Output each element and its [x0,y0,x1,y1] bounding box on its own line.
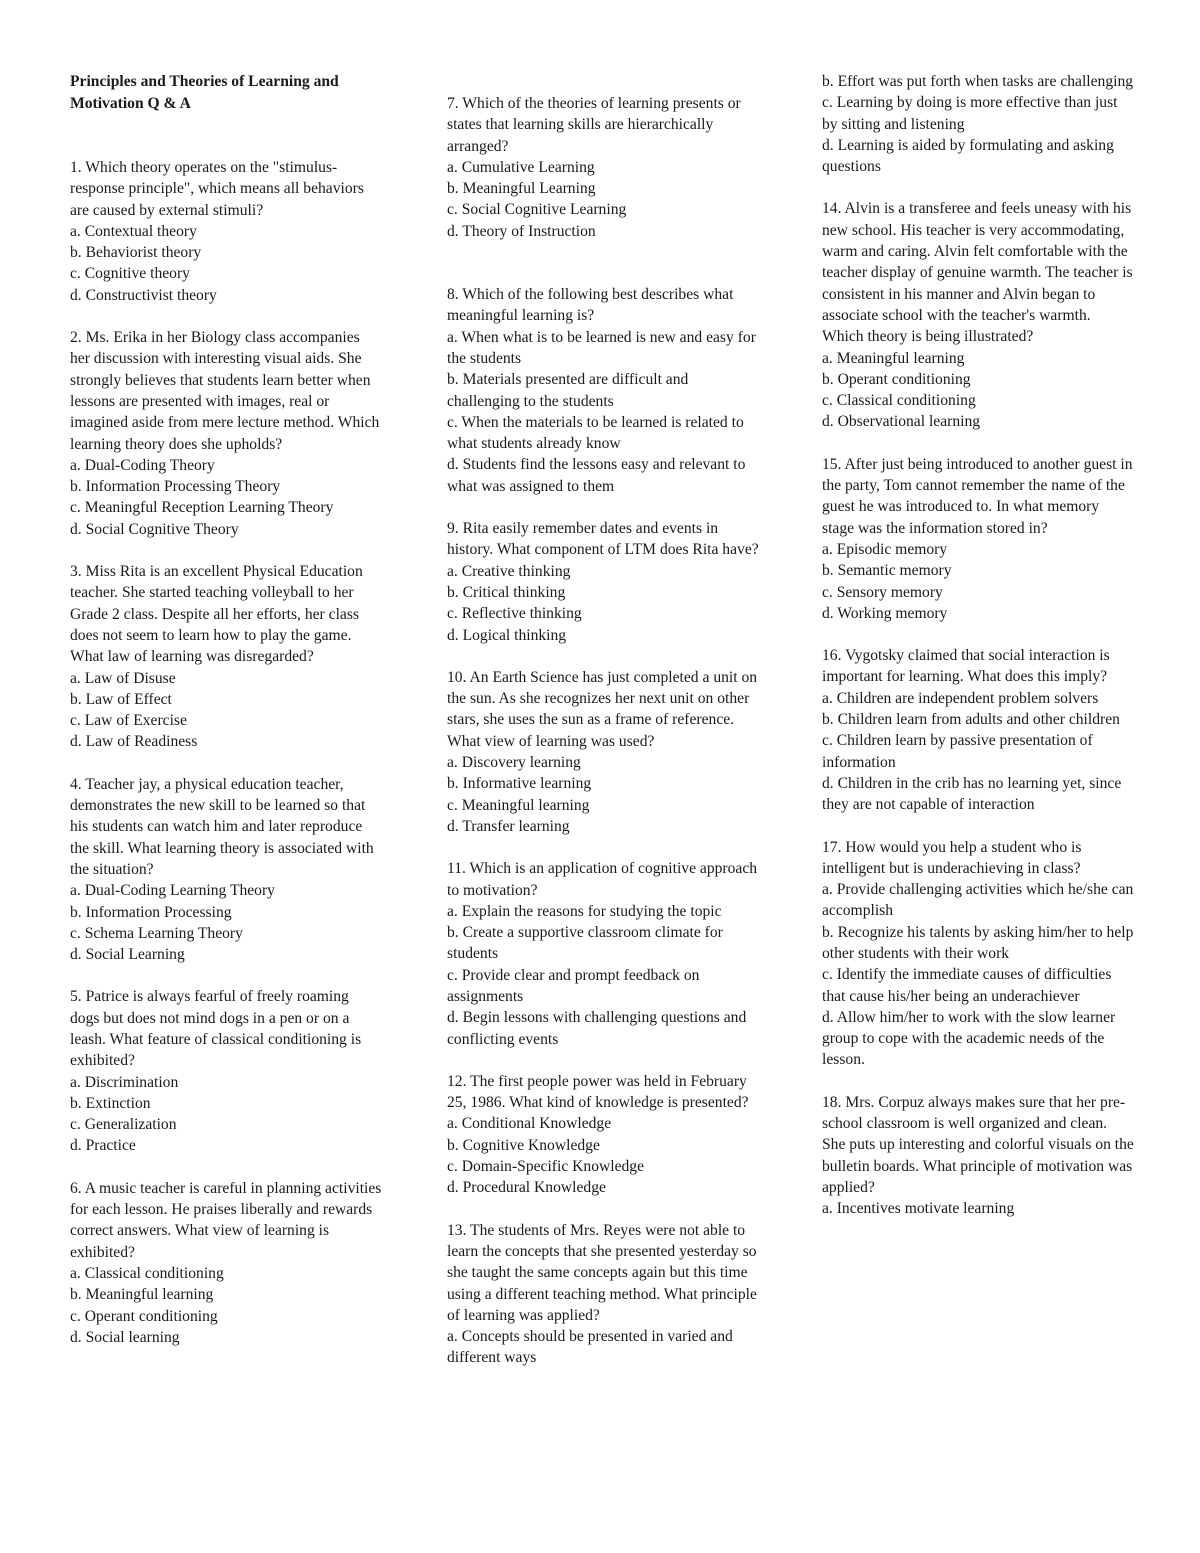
question-stem: 6. A music teacher is careful in planning activities for each lesson. He praises liberally and rewards correct answers. What view of learning is exhibited? [70,1179,382,1261]
answer-option: c. Meaningful learning [447,796,590,814]
answer-option: a. Discrimination [70,1073,179,1091]
question-stem: 7. Which of the theories of learning presents or states that learning skills are hierarchically arranged? [447,95,741,155]
answer-option: b. Semantic memory [822,562,952,580]
question-stem: 13. The students of Mrs. Reyes were not able to learn the concepts that she presented yesterday so she taught the same concepts again but this time using a different teaching method. What principle of learning was applied? [447,1221,757,1324]
question-stem: 14. Alvin is a transferee and feels uneasy with his new school. His teacher is very accommodating, warm and caring. Alvin felt comfortable with the teacher display of genuine warmth. The teacher is consistent in his manner and Alvin began to associate school with the teacher's warmth. Which theory is being illustrated? [822,200,1133,346]
answer-option: d. Logical thinking [447,626,567,644]
answer-option: b. Effort was put forth when tasks are challenging [822,73,1134,90]
question-item [70,1178,382,1348]
answer-option: d. Procedural Knowledge [447,1179,606,1197]
question-item [447,1071,759,1199]
answer-option: a. Discovery learning [447,754,581,772]
answer-option: c. Children learn by passive presentation of information [822,732,1093,771]
question-item [822,71,1134,177]
answer-option: c. Domain-Specific Knowledge [447,1158,645,1176]
answer-option: b. Materials presented are difficult and challenging to the students [447,371,689,410]
answer-option: b. Law of Effect [70,690,172,708]
answer-option: a. Dual-Coding Learning Theory [70,882,275,900]
answer-option: a. Explain the reasons for studying the topic [447,902,722,920]
question-stem: 9. Rita easily remember dates and events in history. What component of LTM does Rita have? [447,520,759,559]
question-item [70,774,382,966]
answer-option: c. Meaningful Reception Learning Theory [70,499,334,517]
answer-option: d. Theory of Instruction [447,222,596,240]
question-item [822,645,1134,815]
answer-option: b. Extinction [70,1094,151,1112]
answer-option: c. Provide clear and prompt feedback on assignments [447,966,700,1005]
answer-option: d. Observational learning [822,413,981,431]
answer-option: a. Classical conditioning [70,1264,224,1282]
question-stem: 18. Mrs. Corpuz always makes sure that her pre-school classroom is well organized and clean. She puts up interesting and colorful visuals on the bulletin boards. What principle of motivation was applied? [822,1093,1134,1196]
question-stem: 4. Teacher jay, a physical education teacher, demonstrates the new skill to be learned so that his students can watch him and later reproduce the skill. What learning theory is associated with the situation? [70,775,374,878]
answer-option: d. Practice [70,1137,136,1155]
question-stem: 12. The first people power was held in February 25, 1986. What kind of knowledge is presented? [447,1072,749,1112]
question-stem: 16. Vygotsky claimed that social interaction is important for learning. What does this imply? [822,647,1110,686]
question-item [447,284,759,497]
answer-option: c. Learning by doing is more effective than just by sitting and listening [822,94,1118,133]
question-stem: 3. Miss Rita is an excellent Physical Education teacher. She started teaching volleyball to her Grade 2 class. Despite all her efforts, her class does not seem to learn how to play the game. What law of learning was disregarded? [70,563,363,666]
column-1 [70,71,382,1369]
answer-option: d. Students find the lessons easy and relevant to what was assigned to them [447,456,746,495]
answer-option: b. Children learn from adults and other children [822,711,1120,729]
answer-option: b. Operant conditioning [822,370,971,388]
answer-option: a. Incentives motivate learning [822,1200,1015,1218]
answer-option: a. Conditional Knowledge [447,1115,612,1133]
answer-option: c. Classical conditioning [822,392,976,410]
answer-option: c. Cognitive theory [70,265,190,283]
answer-option: b. Cognitive Knowledge [447,1136,600,1154]
question-list [822,71,1134,1220]
answer-option: c. Operant conditioning [70,1307,218,1325]
answer-option: d. Social learning [70,1328,180,1346]
answer-option: d. Working memory [822,604,948,622]
answer-option: c. Generalization [70,1116,177,1134]
answer-option: d. Social Learning [70,946,185,964]
answer-option: c. Law of Exercise [70,712,187,730]
answer-option: c. Sensory memory [822,583,943,601]
answer-option: c. Identify the immediate causes of difficulties that cause his/her being an underachiever [822,966,1112,1005]
answer-option: c. When the materials to be learned is related to what students already know [447,413,744,453]
answer-option: b. Recognize his talents by asking him/her to help other students with their work [822,923,1134,962]
answer-option: d. Allow him/her to work with the slow learner group to cope with the academic needs of the lesson. [822,1008,1116,1069]
answer-option: a. Provide challenging activities which he/she can accomplish [822,881,1134,920]
question-list [70,157,382,1348]
answer-option: b. Information Processing Theory [70,478,281,496]
question-stem: 5. Patrice is always fearful of freely roaming dogs but does not mind dogs in a pen or on a leash. What feature of classical conditioning is exhibited? [70,988,362,1070]
column-3 [822,71,1134,1241]
question-item [822,454,1134,624]
answer-option: a. Law of Disuse [70,669,176,687]
answer-option: a. Dual-Coding Theory [70,456,215,474]
question-stem: 15. After just being introduced to another guest in the party, Tom cannot remember the name of the guest he was introduced to. In what memory stage was the information stored in? [822,455,1133,537]
question-item [822,1092,1134,1220]
answer-option: d. Begin lessons with challenging questions and conflicting events [447,1009,747,1048]
answer-option: a. Contextual theory [70,222,197,240]
question-stem: 10. An Earth Science has just completed a unit on the sun. As she recognizes her next unit on other stars, she uses the sun as a frame of reference. What view of learning was used? [447,668,758,750]
question-stem: 8. Which of the following best describes what meaningful learning is? [447,286,734,325]
answer-option: d. Learning is aided by formulating and asking questions [822,136,1114,176]
answer-option: c. Schema Learning Theory [70,924,243,942]
question-stem: 2. Ms. Erika in her Biology class accompanies her discussion with interesting visual aids. She strongly believes that students learn better when lessons are presented with images, real or imagined aside from mere lecture method. Which learning theory does she upholds? [70,329,380,453]
answer-option: a. Concepts should be presented in varied and different ways [447,1328,733,1367]
answer-option: b. Information Processing [70,903,232,921]
answer-option: b. Create a supportive classroom climate for students [447,924,723,963]
answer-option: b. Meaningful learning [70,1286,214,1304]
question-stem: 1. Which theory operates on the "stimulus-response principle", which means all behaviors are caused by external stimuli? [70,159,364,219]
question-item [447,1220,759,1369]
answer-option: b. Behaviorist theory [70,244,202,262]
answer-option: a. Meaningful learning [822,349,965,367]
answer-option: c. Reflective thinking [447,605,582,623]
question-item [70,986,382,1156]
answer-option: d. Children in the crib has no learning yet, since they are not capable of interaction [822,774,1122,814]
answer-option: b. Meaningful Learning [447,180,596,198]
answer-option: b. Critical thinking [447,583,566,601]
question-item [447,93,759,242]
document-title: Principles and Theories of Learning and Motivation Q & A [70,73,339,112]
answer-option: d. Law of Readiness [70,733,198,751]
answer-option: a. Episodic memory [822,540,948,558]
answer-option: d. Social Cognitive Theory [70,520,239,538]
question-stem: 17. How would you help a student who is intelligent but is underachieving in class? [822,838,1082,877]
question-item [822,198,1134,432]
question-item [70,327,382,540]
question-list [447,93,759,1369]
answer-option: a. Creative thinking [447,562,571,580]
answer-option: d. Transfer learning [447,817,570,835]
answer-option: a. When what is to be learned is new and easy for the students [447,328,756,367]
question-item [70,157,382,306]
answer-option: b. Informative learning [447,775,592,793]
question-item [447,518,759,646]
answer-option: d. Constructivist theory [70,286,217,304]
question-item [822,837,1134,1071]
question-item [70,561,382,753]
question-item [447,667,759,837]
question-item [447,858,759,1050]
answer-option: a. Children are independent problem solvers [822,689,1099,707]
answer-option: c. Social Cognitive Learning [447,201,627,219]
question-stem: 11. Which is an application of cognitive approach to motivation? [447,860,758,899]
column-2 [447,93,759,1390]
answer-option: a. Cumulative Learning [447,158,595,176]
